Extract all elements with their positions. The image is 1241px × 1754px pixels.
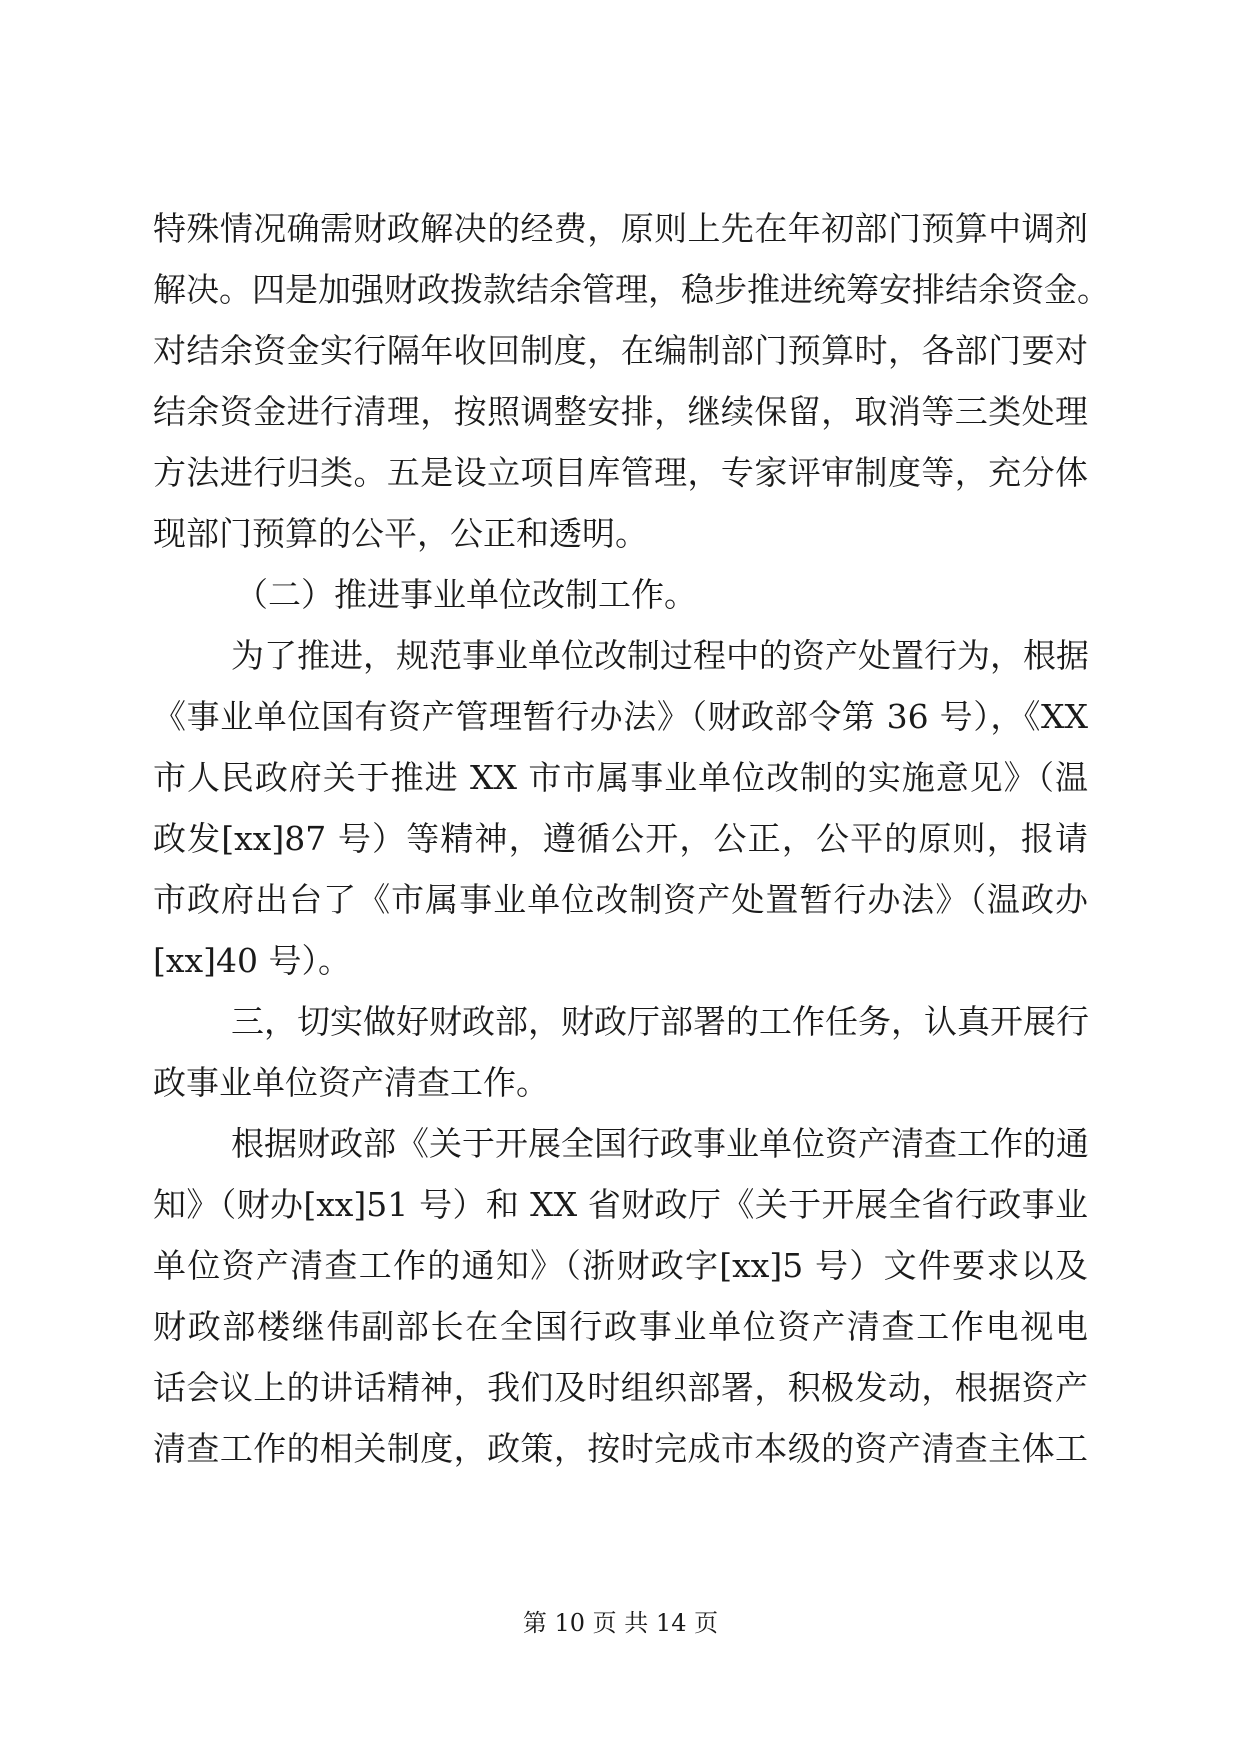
- section-heading: （二）推进事业单位改制工作。: [235, 575, 697, 614]
- text-line: [xx]40 号）。: [153, 941, 351, 980]
- text-line: 对结余资金实行隔年收回制度，在编制部门预算时，各部门要对: [153, 331, 1088, 370]
- text-line: 市政府出台了《市属事业单位改制资产处置暂行办法》（温政办: [153, 880, 1088, 919]
- text-line: 话会议上的讲话精神，我们及时组织部署，积极发动，根据资产: [153, 1368, 1088, 1407]
- page-number: 第 10 页 共 14 页: [522, 1609, 719, 1637]
- text-line: 现部门预算的公平，公正和透明。: [153, 514, 648, 553]
- text-line: 清查工作的相关制度，政策，按时完成市本级的资产清查主体工: [153, 1429, 1088, 1468]
- text-line: 《事业单位国有资产管理暂行办法》（财政部令第 36 号），《XX: [153, 697, 1088, 736]
- text-line: 政发[xx]87 号）等精神，遵循公开，公正，公平的原则，报请: [153, 819, 1088, 858]
- text-line: 单位资产清查工作的通知》（浙财政字[xx]5 号）文件要求以及: [153, 1246, 1088, 1285]
- text-line: 方法进行归类。五是设立项目库管理，专家评审制度等，充分体: [153, 453, 1088, 492]
- text-line: 为了推进，规范事业单位改制过程中的资产处置行为，根据: [231, 636, 1089, 675]
- text-line: 财政部楼继伟副部长在全国行政事业单位资产清查工作电视电: [153, 1307, 1088, 1346]
- text-line: 特殊情况确需财政解决的经费，原则上先在年初部门预算中调剂: [153, 209, 1088, 248]
- section-heading: 三，切实做好财政部，财政厅部署的工作任务，认真开展行: [231, 1002, 1089, 1041]
- text-line: 解决。四是加强财政拨款结余管理，稳步推进统筹安排结余资金。: [153, 270, 1110, 309]
- text-line: 知》（财办[xx]51 号）和 XX 省财政厅《关于开展全省行政事业: [153, 1185, 1088, 1224]
- text-line: 结余资金进行清理，按照调整安排，继续保留，取消等三类处理: [153, 392, 1088, 431]
- text-line: 根据财政部《关于开展全国行政事业单位资产清查工作的通: [231, 1124, 1089, 1163]
- text-line: 市人民政府关于推进 XX 市市属事业单位改制的实施意见》（温: [153, 758, 1088, 797]
- document-body: [153, 198, 1110, 1479]
- section-heading: 政事业单位资产清查工作。: [153, 1063, 549, 1102]
